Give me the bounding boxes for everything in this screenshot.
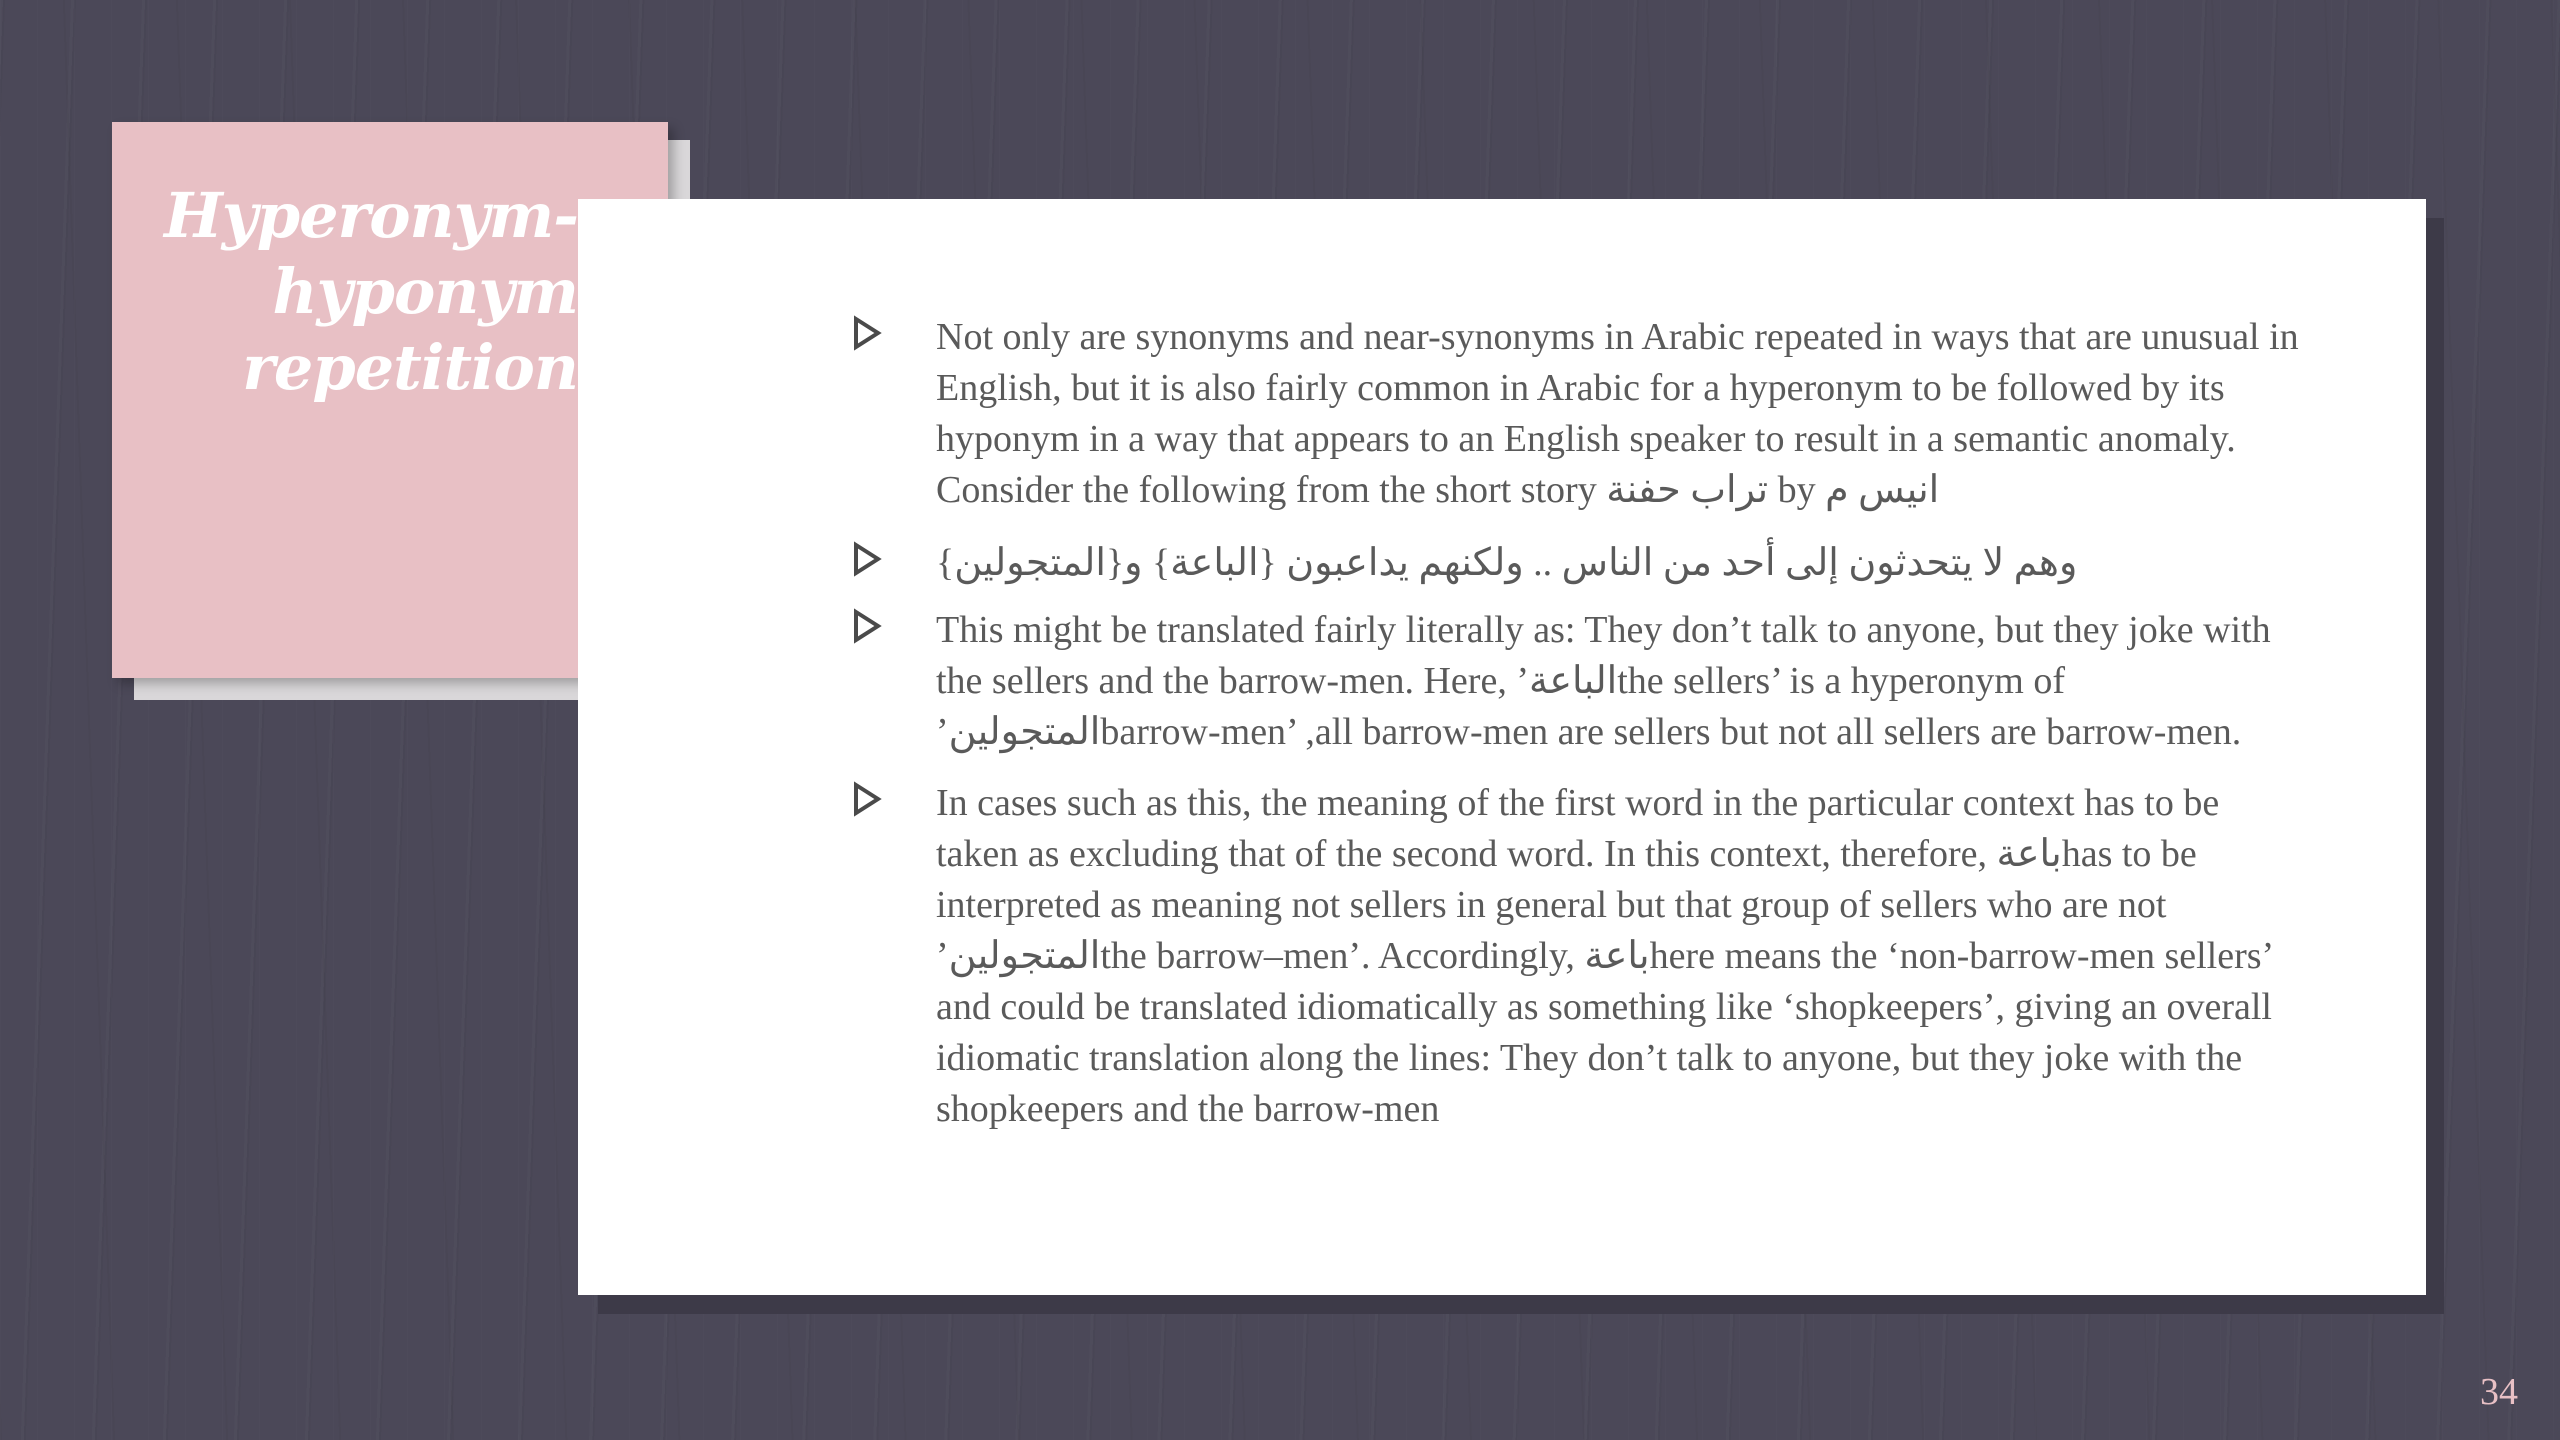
slide-title: Hyperonym-hyponym repetition	[164, 179, 578, 404]
bullet-item	[848, 312, 2308, 516]
bullet-text: In cases such as this, the meaning of the first word in the particular context has to be taken as excluding that of the second word. In this context, therefore, باعةhas to be interpreted as meaning not sellers in general but that group of sellers who are not ’المتجولينthe barrow–men’. Accordingly, باعةhere means the ‘non-barrow-men sellers’ and could be translated idiomatically as something like ‘shopkeepers’, giving an overall idiomatic translation along the lines: They don’t talk to anyone, but they joke with the shopkeepers and the barrow-men	[936, 782, 2272, 1130]
bullet-text: Not only are synonyms and near-synonyms in Arabic repeated in ways that are unusual in English, but it is also fairly common in Arabic for a hyperonym to be followed by its hyponym in a way that appears to an English speaker to result in a semantic anomaly. Consider the following from the short story تراب حفنة by انيس م	[936, 316, 2299, 511]
triangle-outline-right-icon	[852, 541, 882, 577]
page-number: 34	[2480, 1371, 2518, 1413]
triangle-outline-right-icon	[852, 315, 882, 351]
bullet-item	[848, 538, 2308, 589]
bullet-item	[848, 778, 2308, 1135]
bullet-text-arabic: وهم لا يتحدثون إلى أحد من الناس .. ولكنهم يداعبون {الباعة} و{المتجولين}	[936, 542, 2078, 584]
bullet-item	[848, 605, 2308, 758]
triangle-outline-right-icon	[852, 781, 882, 817]
bullet-list	[848, 300, 2308, 1135]
bullet-text: This might be translated fairly literally as: They don’t talk to anyone, but they joke with the sellers and the barrow-men. Here, ’الباعةthe sellers’ is a hyperonym of ’المتجولينbarrow-men’ ,all barrow-men are sellers but not all sellers are barrow-men.	[936, 609, 2271, 753]
triangle-outline-right-icon	[852, 608, 882, 644]
